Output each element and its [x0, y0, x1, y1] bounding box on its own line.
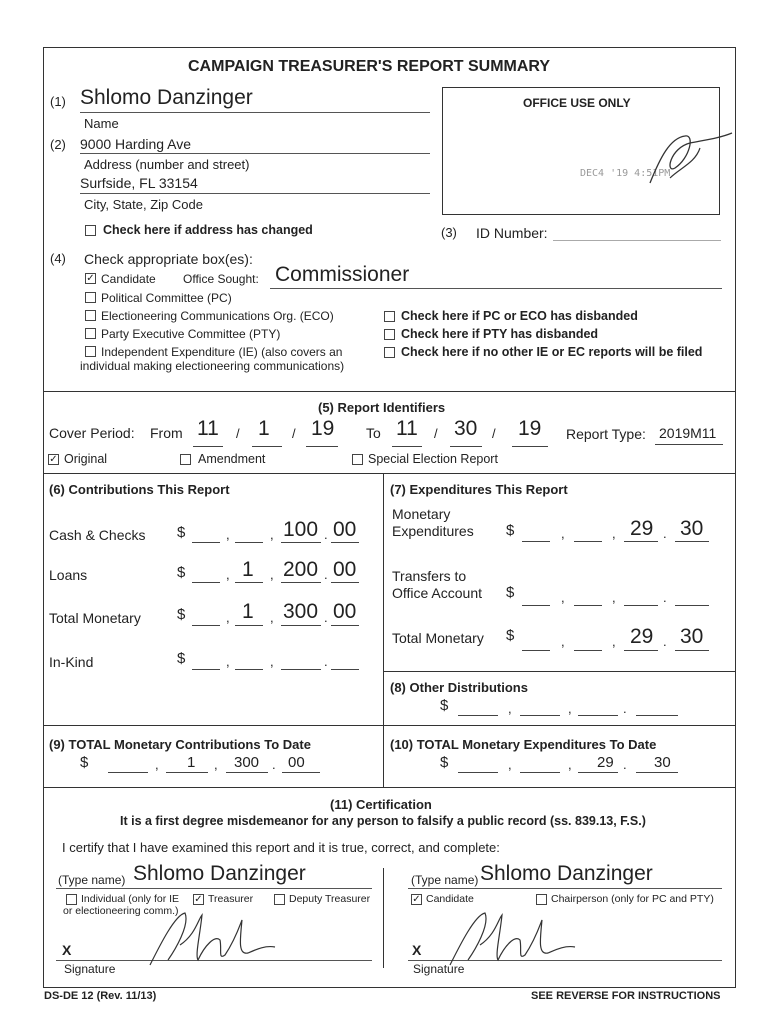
amount-blank: [636, 715, 678, 716]
transfers-label: Transfers to: [392, 568, 467, 584]
office-sought-field[interactable]: Commissioner: [275, 263, 410, 286]
amendment-label: Amendment: [198, 452, 266, 466]
amount-blank: [578, 772, 618, 773]
monetary-expenditures-amount[interactable]: 29: [630, 517, 654, 540]
amount-blank: [331, 669, 359, 670]
section-5-title: (5) Report Identifiers: [318, 400, 446, 415]
to-year-line: [512, 446, 548, 447]
pty-label: Party Executive Committee (PTY): [101, 327, 281, 341]
to-day-line: [450, 446, 482, 447]
section-10-title: (10) TOTAL Monetary Expenditures To Date: [390, 737, 657, 752]
city-field[interactable]: Surfside, FL 33154: [80, 175, 198, 191]
candidate-label: Candidate: [101, 272, 156, 286]
dollar-sign: $: [440, 697, 449, 714]
eco-label: Electioneering Communications Org. (ECO): [101, 309, 334, 323]
certify-statement: I certify that I have examined this report and it is true, correct, and complete:: [62, 840, 500, 855]
amount-blank: [522, 650, 550, 651]
pc-checkbox[interactable]: [85, 292, 96, 303]
loans-label: Loans: [49, 567, 88, 583]
amount-blank: [192, 669, 220, 670]
section-2-number: (2): [50, 137, 66, 152]
dollar-sign: $: [177, 650, 186, 667]
from-month[interactable]: 11: [197, 417, 219, 440]
comma: ,: [568, 757, 572, 772]
amount-blank: [192, 542, 220, 543]
dollar-sign: $: [506, 522, 515, 539]
section-4-number: (4): [50, 251, 66, 266]
comma: ,: [561, 590, 565, 605]
divider-11: [43, 787, 736, 788]
special-election-checkbox[interactable]: [352, 454, 363, 465]
amount-blank: [281, 625, 321, 626]
dollar-sign: $: [440, 754, 449, 771]
amount-blank: [522, 541, 550, 542]
total-monetary-thousands[interactable]: 1: [242, 600, 254, 623]
amount-blank: [108, 772, 148, 773]
eco-checkbox[interactable]: [85, 310, 96, 321]
office-sought-label: Office Sought:: [183, 272, 259, 286]
dollar-sign: $: [506, 584, 515, 601]
report-type-line: [655, 444, 723, 445]
report-type-label: Report Type:: [566, 426, 646, 442]
decimal-point: .: [324, 567, 328, 582]
comma: ,: [226, 567, 230, 582]
from-day-line: [252, 446, 282, 447]
treasurer-label: Treasurer: [208, 893, 254, 905]
cover-period-label: Cover Period:: [49, 425, 135, 441]
received-stamp: DEC4 '19 4:51PM: [580, 168, 671, 179]
individual-label-cont: or electioneering comm.): [63, 905, 179, 917]
type-name-label: (Type name): [411, 873, 479, 887]
monetary-expenditures-cents[interactable]: 30: [680, 517, 704, 540]
amount-blank: [675, 541, 709, 542]
pc-label: Political Committee (PC): [101, 291, 232, 305]
amount-blank: [281, 669, 321, 670]
signature-label: Signature: [413, 962, 465, 976]
amount-blank: [522, 605, 550, 606]
amount-blank: [520, 715, 560, 716]
amount-blank: [624, 541, 658, 542]
divider-5: [43, 391, 736, 392]
loans-cents[interactable]: 00: [333, 558, 357, 581]
amount-blank: [574, 541, 602, 542]
loans-amount[interactable]: 200: [283, 558, 319, 581]
comma: ,: [270, 610, 274, 625]
ie-label: Independent Expenditure (IE) (also covers an: [101, 345, 343, 359]
total-monetary-amount[interactable]: 300: [283, 600, 319, 623]
amount-blank: [636, 772, 678, 773]
amount-blank: [520, 772, 560, 773]
pty-disbanded-checkbox[interactable]: [384, 329, 395, 340]
section-7-title: (7) Expenditures This Report: [390, 482, 568, 497]
to-day[interactable]: 30: [454, 417, 478, 440]
divider-9: [43, 725, 736, 726]
amount-blank: [281, 542, 321, 543]
decimal-point: .: [663, 634, 667, 649]
city-label: City, State, Zip Code: [84, 197, 203, 212]
treasurer-checkbox[interactable]: ✓: [194, 894, 203, 905]
chairperson-checkbox[interactable]: [536, 894, 547, 905]
total-monetary-exp-label: Total Monetary: [392, 630, 484, 646]
form-number: DS-DE 12 (Rev. 11/13): [44, 990, 157, 1002]
pty-disbanded-label: Check here if PTY has disbanded: [401, 327, 599, 341]
decimal-point: .: [272, 757, 276, 772]
amount-blank: [458, 715, 498, 716]
amount-blank: [578, 715, 618, 716]
id-number-field[interactable]: [553, 240, 721, 241]
from-month-line: [193, 446, 223, 447]
total-expenditures-amount[interactable]: 29: [597, 754, 614, 771]
amount-blank: [235, 582, 263, 583]
slash: /: [434, 426, 438, 441]
candidate-name-line: [408, 888, 722, 889]
office-sought-underline: [270, 288, 722, 289]
amount-blank: [624, 605, 658, 606]
id-number-label: ID Number:: [476, 225, 548, 241]
to-month[interactable]: 11: [396, 417, 418, 440]
chairperson-label: Chairperson (only for PC and PTY): [551, 893, 714, 905]
amount-blank: [675, 650, 709, 651]
transfers-label-cont: Office Account: [392, 585, 483, 601]
total-monetary-label: Total Monetary: [49, 610, 141, 626]
amount-blank: [166, 772, 208, 773]
name-field[interactable]: Shlomo Danzinger: [80, 86, 253, 109]
ie-label-cont: individual making electioneering communications): [80, 359, 345, 373]
street-underline: [80, 153, 430, 154]
total-expenditures-cents[interactable]: 30: [654, 754, 671, 771]
from-year[interactable]: 19: [311, 417, 335, 440]
comma: ,: [568, 701, 572, 716]
in-kind-label: In-Kind: [49, 654, 94, 670]
name-underline: [80, 112, 430, 113]
candidate-signature[interactable]: [440, 905, 580, 975]
candidate-cert-label: Candidate: [426, 893, 474, 905]
comma: ,: [226, 654, 230, 669]
amount-blank: [574, 650, 602, 651]
amount-blank: [331, 542, 359, 543]
dollar-sign: $: [80, 754, 89, 771]
monetary-expenditures-label: Monetary: [392, 506, 451, 522]
comma: ,: [155, 757, 159, 772]
amount-blank: [331, 625, 359, 626]
address-changed-label: Check here if address has changed: [103, 223, 313, 237]
original-label: Original: [64, 452, 108, 466]
amount-blank: [331, 582, 359, 583]
cash-checks-cents[interactable]: 00: [333, 518, 357, 541]
divider-8: [383, 671, 736, 672]
page-title: CAMPAIGN TREASURER'S REPORT SUMMARY: [188, 58, 551, 75]
address-changed-checkbox[interactable]: [85, 225, 96, 236]
amount-blank: [624, 650, 658, 651]
total-monetary-cents[interactable]: 00: [333, 600, 357, 623]
type-name-label: (Type name): [58, 873, 126, 887]
treasurer-signature[interactable]: [140, 905, 280, 975]
from-label: From: [150, 425, 183, 441]
total-monetary-exp-cents[interactable]: 30: [680, 625, 704, 648]
misdemeanor-warning: It is a first degree misdemeanor for any person to falsify a public record (ss. 839.13, F.S.): [120, 814, 646, 828]
total-contributions-amount[interactable]: 300: [234, 754, 260, 771]
dollar-sign: $: [177, 564, 186, 581]
decimal-point: .: [324, 527, 328, 542]
comma: ,: [214, 757, 218, 772]
decimal-point: .: [623, 757, 627, 772]
monetary-expenditures-label-cont: Expenditures: [392, 523, 474, 539]
comma: ,: [226, 527, 230, 542]
comma: ,: [612, 634, 616, 649]
ie-checkbox[interactable]: [85, 346, 96, 357]
pc-disbanded-checkbox[interactable]: [384, 311, 395, 322]
pc-disbanded-label: Check here if PC or ECO has disbanded: [401, 309, 638, 323]
signature-x: X: [412, 942, 422, 958]
from-year-line: [306, 446, 338, 447]
total-contributions-cents[interactable]: 00: [288, 754, 305, 771]
deputy-treasurer-label: Deputy Treasurer: [289, 893, 371, 905]
decimal-point: .: [623, 701, 627, 716]
pty-checkbox[interactable]: [85, 328, 96, 339]
slash: /: [492, 426, 496, 441]
candidate-name[interactable]: Shlomo Danzinger: [480, 862, 653, 885]
comma: ,: [270, 654, 274, 669]
city-underline: [80, 193, 430, 194]
no-ie-label: Check here if no other IE or EC reports will be filed: [401, 345, 703, 359]
signature-x: X: [62, 942, 72, 958]
loans-thousands[interactable]: 1: [242, 558, 254, 581]
amount-blank: [281, 582, 321, 583]
comma: ,: [612, 590, 616, 605]
comma: ,: [508, 757, 512, 772]
section-3-number: (3): [441, 225, 457, 240]
office-use-label: OFFICE USE ONLY: [523, 96, 631, 110]
decimal-point: .: [663, 590, 667, 605]
decimal-point: .: [663, 526, 667, 541]
comma: ,: [508, 701, 512, 716]
comma: ,: [612, 526, 616, 541]
individual-label: Individual (only for IE: [81, 893, 180, 905]
treasurer-name[interactable]: Shlomo Danzinger: [133, 862, 306, 885]
amount-blank: [192, 625, 220, 626]
cash-checks-amount[interactable]: 100: [283, 518, 319, 541]
amount-blank: [235, 669, 263, 670]
comma: ,: [270, 567, 274, 582]
comma: ,: [226, 610, 230, 625]
amount-blank: [675, 605, 709, 606]
treasurer-name-line: [56, 888, 372, 889]
initials-mark: [640, 128, 735, 188]
amount-blank: [235, 625, 263, 626]
amount-blank: [458, 772, 498, 773]
special-election-label: Special Election Report: [368, 452, 498, 466]
comma: ,: [561, 526, 565, 541]
comma: ,: [561, 634, 565, 649]
street-label: Address (number and street): [84, 157, 250, 172]
dollar-sign: $: [506, 627, 515, 644]
report-type-field[interactable]: 2019M11: [659, 425, 717, 441]
total-contributions-thousands[interactable]: 1: [187, 754, 196, 771]
name-label: Name: [84, 116, 119, 131]
section-8-title: (8) Other Distributions: [390, 680, 528, 695]
slash: /: [236, 426, 240, 441]
amendment-checkbox[interactable]: [180, 454, 191, 465]
section-1-number: (1): [50, 94, 66, 109]
section-6-title: (6) Contributions This Report: [49, 482, 230, 497]
dollar-sign: $: [177, 606, 186, 623]
comma: ,: [270, 527, 274, 542]
individual-checkbox[interactable]: [66, 894, 77, 905]
deputy-treasurer-checkbox[interactable]: [274, 894, 285, 905]
no-ie-checkbox[interactable]: [384, 347, 395, 358]
amount-blank: [192, 582, 220, 583]
signature-label: Signature: [64, 962, 116, 976]
candidate-checkbox[interactable]: ✓: [86, 273, 95, 284]
divider-6: [43, 473, 736, 474]
decimal-point: .: [324, 654, 328, 669]
dollar-sign: $: [177, 524, 186, 541]
check-boxes-label: Check appropriate box(es):: [84, 251, 253, 267]
original-checkbox[interactable]: ✓: [49, 454, 58, 465]
section-11-title: (11) Certification: [330, 797, 432, 812]
to-label: To: [366, 425, 381, 441]
cash-checks-label: Cash & Checks: [49, 527, 146, 543]
to-month-line: [392, 446, 422, 447]
divider-vert-6-7: [383, 473, 384, 787]
total-monetary-exp-amount[interactable]: 29: [630, 625, 654, 648]
see-reverse-note: SEE REVERSE FOR INSTRUCTIONS: [531, 990, 721, 1002]
candidate-cert-checkbox[interactable]: ✓: [412, 894, 421, 905]
amount-blank: [235, 542, 263, 543]
divider-vert-11: [383, 868, 384, 968]
amount-blank: [226, 772, 268, 773]
slash: /: [292, 426, 296, 441]
street-field[interactable]: 9000 Harding Ave: [80, 136, 192, 152]
amount-blank: [282, 772, 320, 773]
decimal-point: .: [324, 610, 328, 625]
from-day[interactable]: 1: [258, 417, 270, 440]
amount-blank: [574, 605, 602, 606]
to-year[interactable]: 19: [518, 417, 542, 440]
section-9-title: (9) TOTAL Monetary Contributions To Date: [49, 737, 311, 752]
